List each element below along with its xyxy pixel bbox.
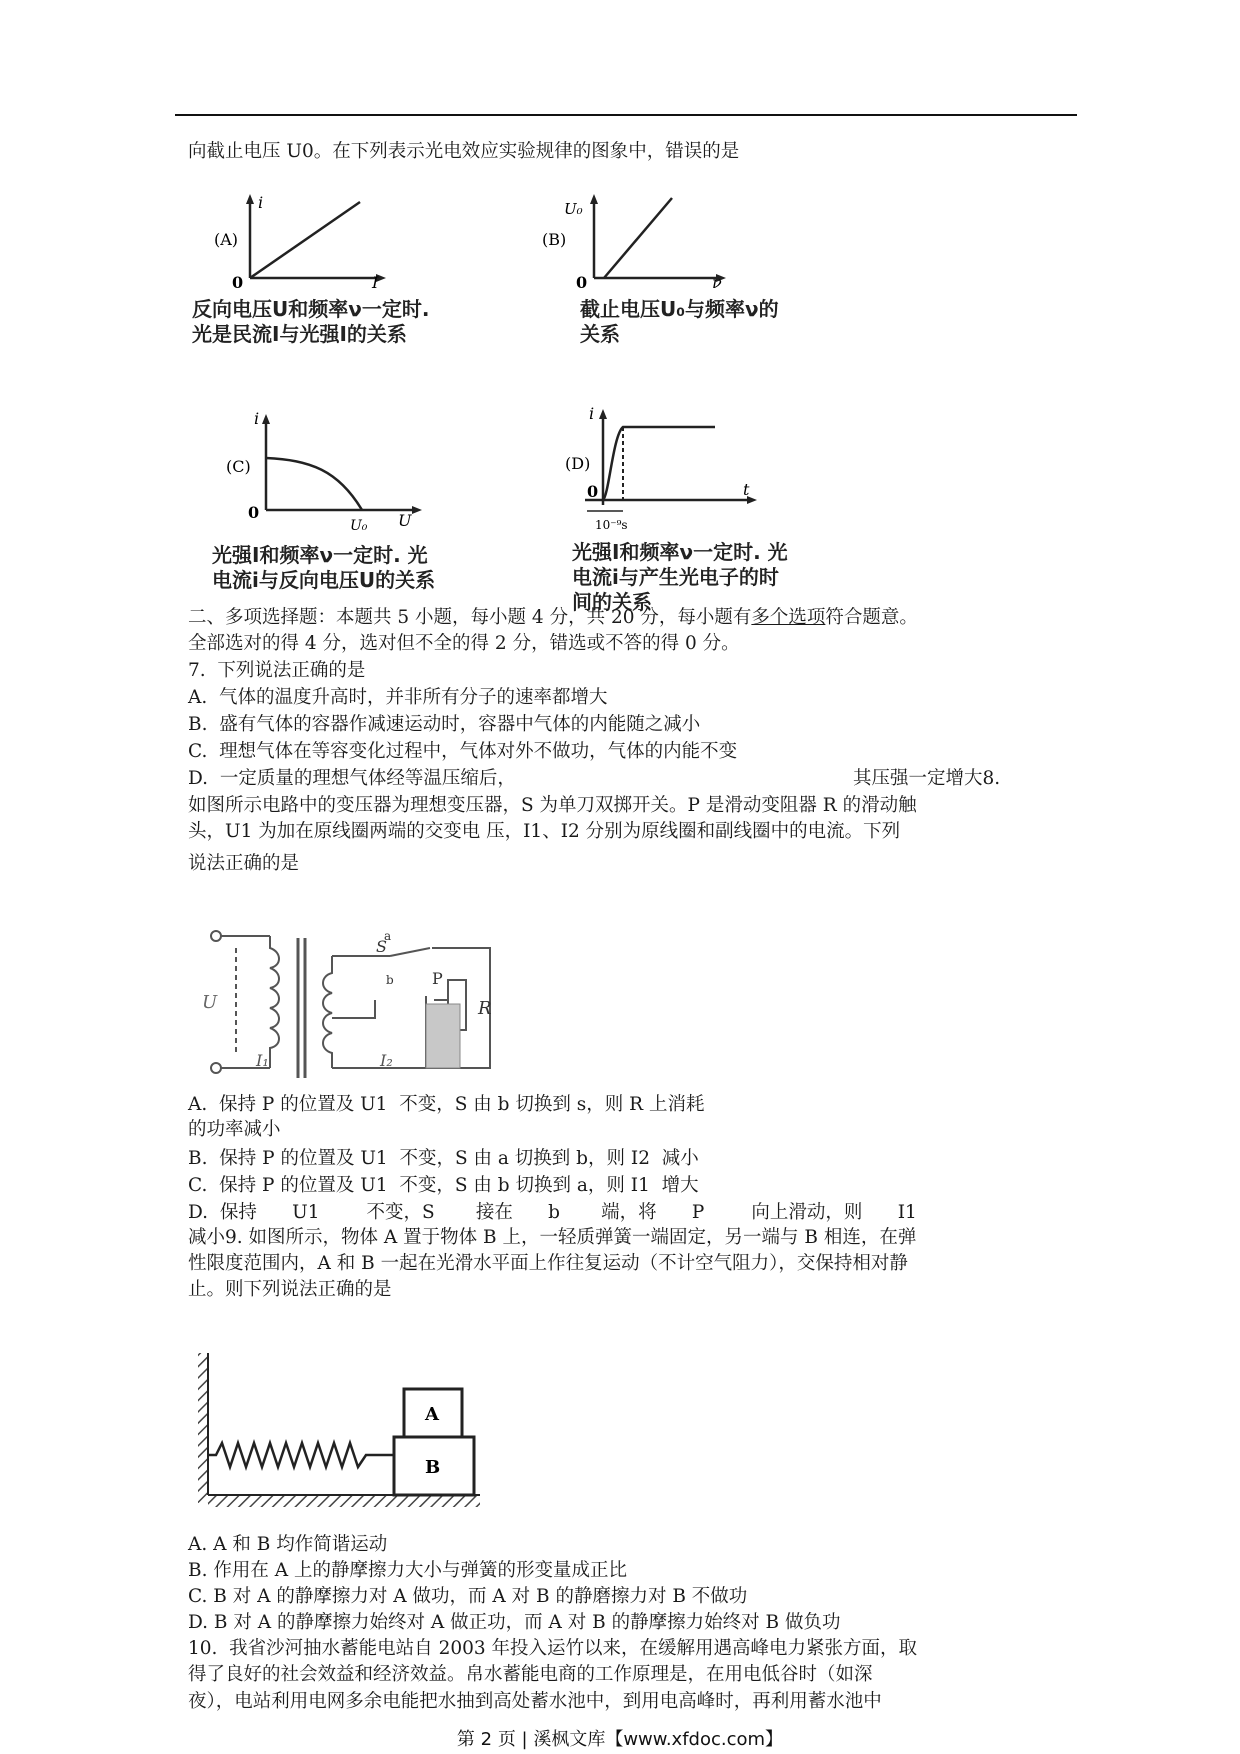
fig-a-ylabel: i (258, 193, 264, 212)
fig-c-ylabel: i (254, 410, 260, 428)
transformer-circuit-figure (200, 918, 530, 1088)
circuit-label-b: b (386, 973, 394, 987)
figure-b-graph (540, 190, 730, 290)
fig-d-label: (D) (565, 454, 591, 473)
q10-line-3: 夜），电站利用电网多余电能把水抽到高处蓄水池中，到用电高峰时，再利用蓄水池中 (188, 1691, 882, 1712)
fig-a-label: (A) (214, 230, 239, 249)
q9-option-b: B. 作用在 A 上的静摩擦力大小与弹簧的形变量成正比 (188, 1560, 627, 1581)
fig-d-tick: 10⁻⁹s (595, 518, 628, 532)
fig-d-caption-1: 光强I和频率ν一定时. 光 (572, 540, 788, 564)
q8-option-d: D. 保持 U1 不变，S 接在 b 端，将 P 向上滑动，则 I1 (188, 1202, 917, 1223)
circuit-label-i2: I₂ (380, 1051, 393, 1070)
circuit-label-s: S (376, 937, 387, 956)
q9-option-a: A. A 和 B 均作简谐运动 (188, 1534, 388, 1555)
fig-b-caption-2: 关系 (580, 322, 620, 346)
fig-d-ylabel: i (589, 405, 595, 423)
figure-a-graph (210, 190, 390, 290)
block-b-label: B (425, 1457, 441, 1478)
fig-b-label: (B) (542, 230, 567, 249)
block-a-label: A (425, 1404, 439, 1425)
q7-option-c: C. 理想气体在等容变化过程中，气体对外不做功，气体的内能不变 (188, 741, 738, 762)
fig-a-caption-2: 光是民流I与光强I的关系 (192, 322, 407, 346)
fig-c-u0: U₀ (350, 518, 368, 534)
fig-b-origin: 0 (576, 273, 588, 290)
q9-option-d: D. B 对 A 的静摩擦力始终对 A 做正功，而 A 对 B 的静摩擦力始终对 B 做负功 (188, 1612, 841, 1633)
q7-option-d: D. 一定质量的理想气体经等温压缩后， (188, 768, 516, 789)
fig-d-caption-3: 间的关系 (572, 590, 652, 614)
q10-line-1: 10. 我省沙河抽水蓄能电站自 2003 年投入运竹以来，在缓解用遇高峰电力紧张方面，取 (188, 1638, 918, 1659)
fig-d-xlabel: t (743, 480, 750, 499)
circuit-label-p: P (432, 969, 443, 988)
q8-option-a-2: 的功率减小 (188, 1119, 281, 1140)
circuit-label-r: R (478, 998, 492, 1019)
q7-option-d-tail: 其压强一定增大8. (853, 768, 1001, 789)
underlined-phrase: 多个选项 (751, 607, 826, 628)
q7-option-b: B. 盛有气体的容器作减速运动时，容器中气体的内能随之减小 (188, 714, 701, 735)
q8-stem-1: 如图所示电路中的变压器为理想变压器，S 为单刀双掷开关。P 是滑动变阻器 R 的滑动触 (188, 795, 917, 816)
section2-line1: 二、多项选择题：本题共 5 小题，每小题 4 分，共 20 分，每小题有多个选项符合题意。 (188, 607, 918, 628)
circuit-label-a: a (384, 929, 392, 943)
section2-line2: 全部选对的得 4 分，选对但不全的得 2 分，错选或不答的得 0 分。 (188, 633, 740, 654)
fig-b-caption-1: 截止电压U₀与频率ν的 (580, 297, 779, 321)
q8-option-c: C. 保持 P 的位置及 U1 不变，S 由 b 切换到 a，则 I1 增大 (188, 1175, 699, 1196)
fig-a-origin: 0 (232, 273, 244, 290)
circuit-label-i1: I₁ (256, 1051, 269, 1070)
fig-c-xlabel: U (398, 511, 412, 530)
fig-a-caption-1: 反向电压U和频率ν一定时. (192, 297, 430, 321)
q9-option-c: C. B 对 A 的静摩擦力对 A 做功，而 A 对 B 的静磨擦力对 B 不做功 (188, 1586, 748, 1607)
q8-stem-3: 说法正确的是 (188, 853, 300, 874)
spring-block-figure (196, 1345, 486, 1510)
q8-stem-2: 头，U1 为加在原线圈两端的交变电 压，I1、I2 分别为原线圈和副线圈中的电流。下列 (188, 821, 901, 842)
q9-stem-3: 止。则下列说法正确的是 (188, 1279, 392, 1300)
q8-option-a-1: A. 保持 P 的位置及 U1 不变，S 由 b 切换到 s，则 R 上消耗 (188, 1094, 705, 1115)
fig-c-caption-2: 电流i与反向电压U的关系 (212, 568, 436, 592)
fig-b-xlabel: ν (712, 273, 722, 290)
circuit-label-u: U (202, 992, 218, 1013)
figure-c-graph (220, 410, 430, 535)
q7-option-a: A. 气体的温度升高时，并非所有分子的速率都增大 (188, 687, 608, 708)
fig-b-ylabel: U₀ (564, 200, 583, 218)
fig-c-label: (C) (226, 457, 251, 476)
fig-a-xlabel: I (372, 273, 379, 290)
fig-d-caption-2: 电流i与产生光电子的时 (572, 565, 779, 589)
figure-d-graph (565, 405, 765, 535)
fig-c-caption-1: 光强I和频率ν一定时. 光 (212, 543, 428, 567)
intro-line: 向截止电压 U0。在下列表示光电效应实验规律的图象中，错误的是 (188, 141, 740, 162)
fig-d-origin: 0 (587, 482, 599, 501)
fig-c-origin: 0 (248, 503, 260, 522)
page-footer: 第 2 页 | 溪枫文库【www.xfdoc.com】 (456, 1729, 784, 1750)
q10-line-2: 得了良好的社会效益和经济效益。帛水蓄能电商的工作原理是，在用电低谷时（如深 (188, 1664, 873, 1685)
q7-stem: 7. 下列说法正确的是 (188, 660, 366, 681)
q8-option-b: B. 保持 P 的位置及 U1 不变，S 由 a 切换到 b，则 I2 减小 (188, 1148, 699, 1169)
q9-stem-2: 性限度范围内，A 和 B 一起在光滑水平面上作往复运动（不计空气阻力），交保持相对静 (188, 1253, 908, 1274)
q9-stem-1: 减小9. 如图所示，物体 A 置于物体 B 上，一轻质弹簧一端固定，另一端与 B 相连，在弹 (188, 1227, 917, 1248)
header-rule (175, 114, 1077, 116)
